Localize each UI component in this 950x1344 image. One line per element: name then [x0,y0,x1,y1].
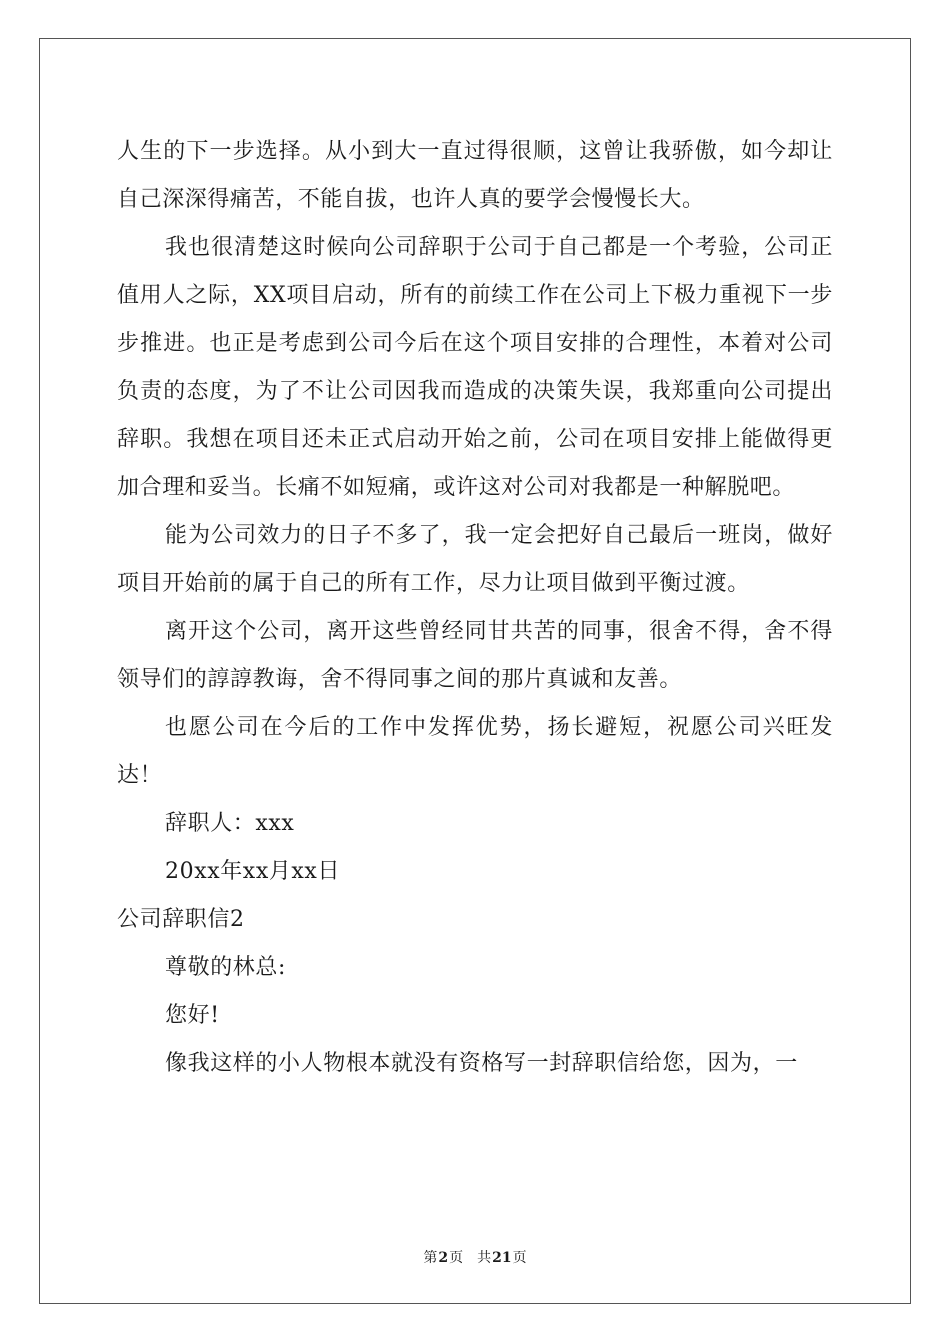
paragraph-1: 人生的下一步选择。从小到大一直过得很顺，这曾让我骄傲，如今却让自己深深得痛苦，不能自拔，也许人真的要学会慢慢长大。 [117,139,833,212]
footer-total-suffix: 页 [512,1250,527,1266]
paragraph-4: 离开这个公司，离开这些曾经同甘共苦的同事，很舍不得，舍不得领导们的諄諄教诲，舍不得同事之间的那片真诚和友善。 [117,619,833,692]
footer-total-prefix: 共 [477,1250,492,1266]
paragraph-2: 我也很清楚这时候向公司辞职于公司于自己都是一个考验，公司正值用人之际，XX项目启动，所有的前续工作在公司上下极力重视下一步步推进。也正是考虑到公司今后在这个项目安排的合理性，本着对公司负责的态度，为了不让公司因我而造成的决策失误，我郑重向公司提出辞职。我想在项目还未正式启动开始之前，公司在项目安排上能做得更加合理和妥当。长痛不如短痛，或许这对公司对我都是一种解脱吧。 [117,235,833,500]
section-heading: 公司辞职信2 [117,907,245,932]
signature-line: 辞职人：xxx [165,811,295,836]
salutation: 尊敬的林总: [165,955,287,980]
paragraph-5: 也愿公司在今后的工作中发挥优势，扬长避短，祝愿公司兴旺发达！ [117,715,833,788]
page-footer [0,1247,950,1267]
greeting: 您好! [165,1003,220,1028]
paragraph-3: 能为公司效力的日子不多了，我一定会把好自己最后一班岗，做好项目开始前的属于自己的所有工作，尽力让项目做到平衡过渡。 [117,523,833,596]
current-page-number: 2 [438,1250,449,1266]
footer-page-suffix: 页 [449,1250,464,1266]
document-body [117,128,833,1088]
total-pages-number: 21 [492,1250,512,1266]
paragraph-body-start: 像我这样的小人物根本就没有资格写一封辞职信给您，因为，一 [165,1051,798,1076]
footer-prefix: 第 [423,1250,438,1266]
date-line: 20xx年xx月xx日 [165,859,341,884]
